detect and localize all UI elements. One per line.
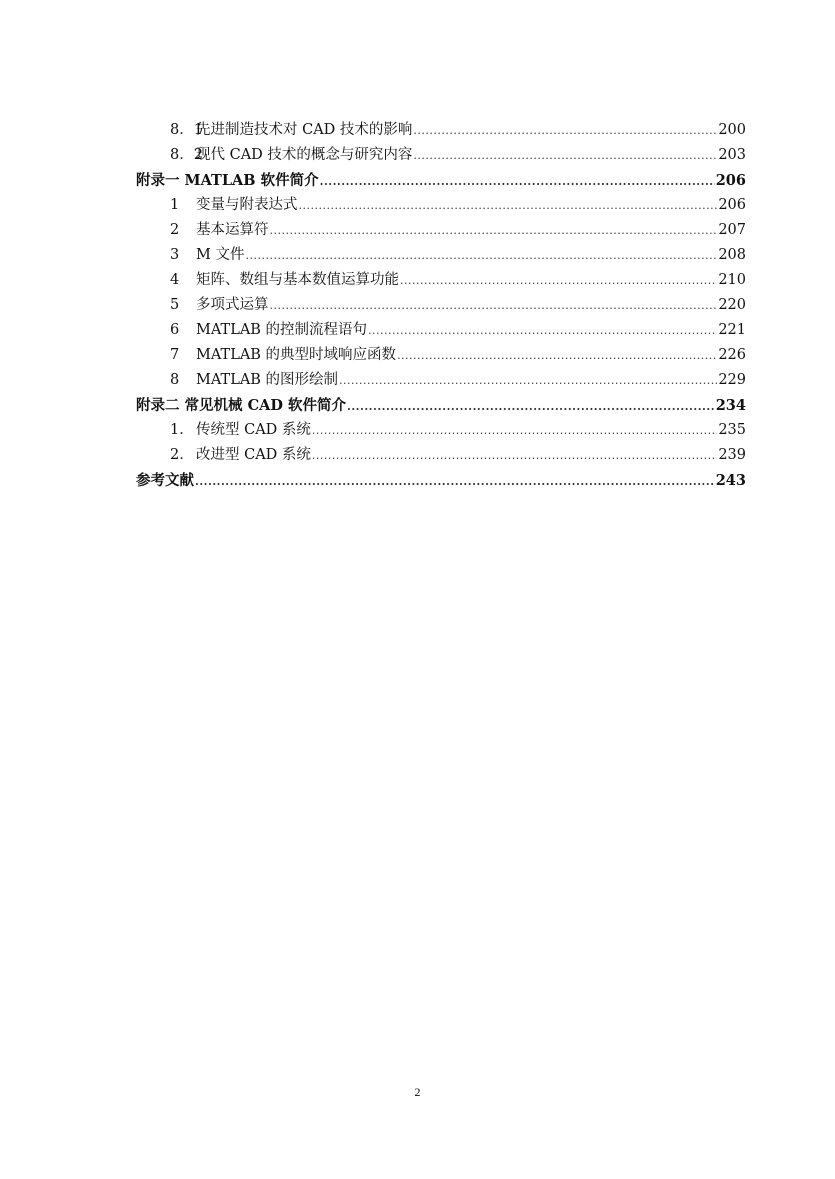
toc-entry-title: 附录二 常见机械 CAD 软件简介 (136, 397, 347, 414)
toc-entry-page: 208 (718, 247, 746, 263)
toc-subsection-entry[interactable] (136, 243, 746, 268)
toc-dot-leader (270, 293, 718, 318)
toc-dot-leader (339, 368, 717, 393)
toc-subsection-entry[interactable] (136, 443, 746, 468)
toc-dot-leader (195, 469, 715, 494)
toc-dot-leader (312, 418, 717, 443)
toc-entry-title: 基本运算符 (196, 222, 269, 238)
toc-dot-leader (347, 394, 715, 419)
toc-entry-page: 235 (718, 422, 746, 438)
toc-dot-leader (299, 193, 718, 218)
toc-entry-page: 203 (718, 147, 746, 163)
toc-dot-leader (397, 343, 717, 368)
toc-dot-leader (368, 318, 717, 343)
toc-entry-title: 参考文献 (136, 472, 194, 489)
toc-subsection-entry[interactable] (136, 343, 746, 368)
toc-entry-page: 200 (718, 122, 746, 138)
toc-subsection-entry[interactable] (136, 418, 746, 443)
toc-section-entry[interactable] (136, 168, 746, 193)
toc-entry-title: 传统型 CAD 系统 (196, 422, 311, 438)
toc-entry-title: 变量与附表达式 (196, 197, 298, 213)
toc-entry-title: 附录一 MATLAB 软件简介 (136, 172, 319, 189)
toc-dot-leader (312, 443, 717, 468)
toc-entry-page: 239 (718, 447, 746, 463)
toc-entry-number: 5 (170, 297, 180, 313)
toc-entry-title: 现代 CAD 技术的概念与研究内容 (196, 147, 413, 163)
toc-entry-title: 多项式运算 (196, 297, 269, 313)
toc-entry-page: 220 (718, 297, 746, 313)
toc-entry-page: 210 (718, 272, 746, 288)
toc-entry-number: 1 (170, 197, 180, 213)
toc-entry-page: 206 (718, 197, 746, 213)
toc-entry-title: 改进型 CAD 系统 (196, 447, 311, 463)
toc-subsection-entry[interactable] (136, 268, 746, 293)
toc-dot-leader (245, 243, 717, 268)
toc-entry-number: 4 (170, 272, 180, 288)
toc-entry-page: 226 (718, 347, 746, 363)
toc-entry-page: 234 (715, 397, 746, 414)
toc-entry-title: 矩阵、数组与基本数值运算功能 (196, 272, 399, 288)
toc-entry-number: 8．1 (170, 122, 203, 138)
toc-entry-title: MATLAB 的图形绘制 (196, 372, 339, 388)
toc-subsection-entry[interactable] (136, 193, 746, 218)
toc-entry-number: 7 (170, 347, 180, 363)
toc-subsection-entry[interactable] (136, 293, 746, 318)
toc-dot-leader (320, 169, 715, 194)
toc-entry-number: 6 (170, 322, 180, 338)
toc-subsection-entry[interactable] (136, 118, 746, 143)
toc-entry-number: 8．2 (170, 147, 203, 163)
toc-entry-number: 2 (170, 222, 180, 238)
toc-entry-title: MATLAB 的典型时域响应函数 (196, 347, 397, 363)
toc-entry-title: MATLAB 的控制流程语句 (196, 322, 368, 338)
toc-section-entry[interactable] (136, 468, 746, 493)
toc-dot-leader (270, 218, 718, 243)
toc-entry-title: 先进制造技术对 CAD 技术的影响 (196, 122, 413, 138)
toc-entry-page: 229 (718, 372, 746, 388)
toc-subsection-entry[interactable] (136, 368, 746, 393)
toc-entry-number: 3 (170, 247, 180, 263)
toc-entry-number: 8 (170, 372, 180, 388)
toc-subsection-entry[interactable] (136, 143, 746, 168)
toc-dot-leader (413, 118, 717, 143)
toc-entry-page: 221 (718, 322, 746, 338)
toc-subsection-entry[interactable] (136, 218, 746, 243)
toc-section-entry[interactable] (136, 393, 746, 418)
toc-entry-page: 243 (715, 472, 746, 489)
toc-entry-number: 1． (170, 422, 194, 438)
table-of-contents (136, 118, 746, 493)
page-number: 2 (414, 1085, 421, 1099)
toc-subsection-entry[interactable] (136, 318, 746, 343)
toc-entry-title: M 文件 (196, 247, 245, 263)
toc-dot-leader (413, 143, 717, 168)
toc-dot-leader (400, 268, 717, 293)
toc-entry-number: 2． (170, 447, 194, 463)
toc-entry-page: 206 (715, 172, 746, 189)
toc-entry-page: 207 (718, 222, 746, 238)
